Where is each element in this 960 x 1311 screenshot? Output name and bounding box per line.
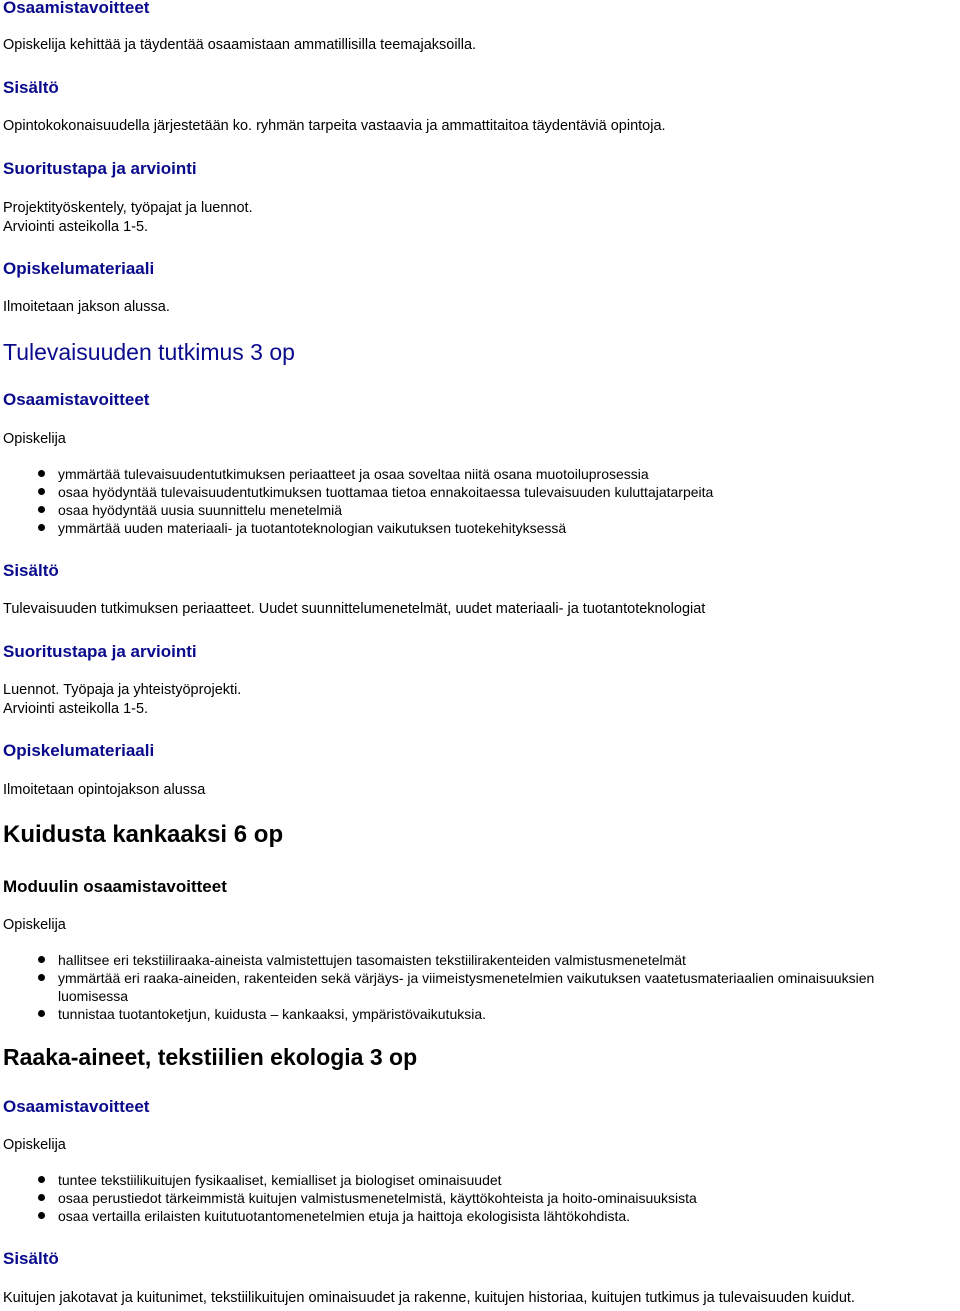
material-text: Ilmoitetaan jakson alussa. xyxy=(3,299,170,315)
heading-sisalto: Sisältö xyxy=(3,78,59,97)
heading-opiskelumateriaali: Opiskelumateriaali xyxy=(3,259,155,278)
bullet-icon xyxy=(38,1212,45,1219)
list-item: ymmärtää tulevaisuudentutkimuksen periaatteet ja osaa soveltaa niitä osana muotoiluprosessia xyxy=(58,466,649,482)
course-title-raaka-aineet: Raaka-aineet, tekstiilien ekologia 3 op xyxy=(3,1044,418,1070)
method-line-2: Arviointi asteikolla 1-5. xyxy=(3,219,149,235)
heading-opiskelumateriaali: Opiskelumateriaali xyxy=(3,741,155,760)
student-label: Opiskelija xyxy=(3,917,66,933)
material-text: Ilmoitetaan opintojakson alussa xyxy=(3,782,206,798)
heading-moduulin-osaamistavoitteet: Moduulin osaamistavoitteet xyxy=(3,877,227,896)
student-label: Opiskelija xyxy=(3,431,66,447)
list-item: tunnistaa tuotantoketjun, kuidusta – kankaaksi, ympäristövaikutuksia. xyxy=(58,1006,487,1022)
list-item: osaa perustiedot tärkeimmistä kuitujen valmistusmenetelmistä, käyttökohteista ja hoito-ominaisuuksista xyxy=(58,1190,697,1206)
course-title-tulevaisuuden-tutkimus: Tulevaisuuden tutkimus 3 op xyxy=(3,339,295,365)
list-item-continuation: luomisessa xyxy=(58,988,129,1004)
list-item: ymmärtää uuden materiaali- ja tuotantoteknologian vaikutuksen tuotekehityksessä xyxy=(58,520,567,536)
content-text: Kuitujen jakotavat ja kuitunimet, tekstiilikuitujen ominaisuudet ja rakenne, kuitujen historiaa, kuitujen tutkimus ja tulevaisuuden kuidut. xyxy=(3,1290,855,1306)
heading-sisalto: Sisältö xyxy=(3,561,59,580)
list-item: osaa vertailla erilaisten kuitutuotantomenetelmien etuja ja haittoja ekologisista lähtökohdista. xyxy=(58,1208,631,1224)
content-text: Opintokokonaisuudella järjestetään ko. ryhmän tarpeita vastaavia ja ammattitaitoa täydentäviä opintoja. xyxy=(3,118,666,134)
method-line-1: Projektityöskentely, työpajat ja luennot. xyxy=(3,200,253,216)
list-item: hallitsee eri tekstiiliraaka-aineista valmistettujen tasomaisten tekstiilirakenteiden valmistusmenetelmät xyxy=(58,952,686,968)
method-line-1: Luennot. Työpaja ja yhteistyöprojekti. xyxy=(3,682,242,698)
list-item: osaa hyödyntää tulevaisuudentutkimuksen tuottamaa tietoa ennakoitaessa tulevaisuuden kuluttajatarpeita xyxy=(58,484,714,500)
student-label: Opiskelija xyxy=(3,1137,66,1153)
module-title-kuidusta-kankaaksi: Kuidusta kankaaksi 6 op xyxy=(3,821,284,848)
content-text: Tulevaisuuden tutkimuksen periaatteet. Uudet suunnittelumenetelmät, uudet materiaali- ja tuotantoteknologiat xyxy=(3,601,706,617)
method-line-2: Arviointi asteikolla 1-5. xyxy=(3,701,149,717)
heading-suoritustapa: Suoritustapa ja arviointi xyxy=(3,642,197,661)
heading-osaamistavoitteet: Osaamistavoitteet xyxy=(3,1097,150,1116)
bullet-icon xyxy=(38,974,45,981)
bullet-icon xyxy=(38,1194,45,1201)
bullet-icon xyxy=(38,488,45,495)
bullet-icon xyxy=(38,470,45,477)
bullet-icon xyxy=(38,1010,45,1017)
bullet-icon xyxy=(38,524,45,531)
heading-sisalto: Sisältö xyxy=(3,1249,59,1268)
heading-osaamistavoitteet: Osaamistavoitteet xyxy=(3,390,150,409)
list-item: ymmärtää eri raaka-aineiden, rakenteiden sekä värjäys- ja viimeistysmenetelmien vaikutuksen vaatetusmateriaalien ominaisuuksien xyxy=(58,970,875,986)
list-item: tuntee tekstiilikuitujen fysikaaliset, kemialliset ja biologiset ominaisuudet xyxy=(58,1172,502,1188)
goals-text: Opiskelija kehittää ja täydentää osaamistaan ammatillisilla teemajaksoilla. xyxy=(3,37,477,53)
bullet-icon xyxy=(38,1176,45,1183)
heading-suoritustapa: Suoritustapa ja arviointi xyxy=(3,159,197,178)
heading-osaamistavoitteet: Osaamistavoitteet xyxy=(3,0,150,17)
bullet-icon xyxy=(38,506,45,513)
bullet-icon xyxy=(38,956,45,963)
list-item: osaa hyödyntää uusia suunnittelu menetelmiä xyxy=(58,502,343,518)
